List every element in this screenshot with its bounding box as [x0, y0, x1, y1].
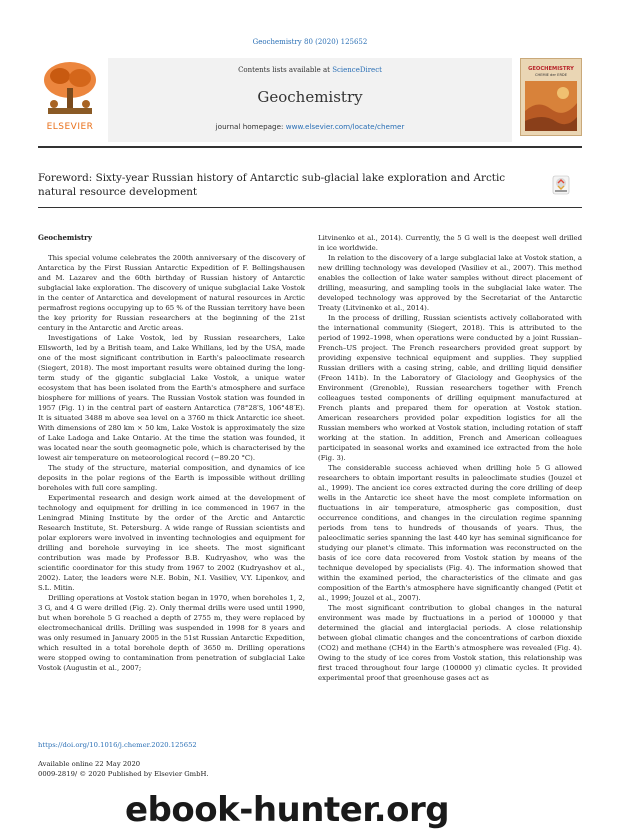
article-title: Foreword: Sixty-year Russian history of Antarctic sub-glacial lake exploration and Arctic natural resource development	[38, 172, 506, 198]
contents-line	[108, 66, 512, 74]
paragraph: Litvinenko et al., 2014). Currently, the 5 G well is the deepest well drilled in ice worldwide.	[318, 234, 582, 252]
body-right-column	[318, 233, 582, 683]
paragraph: The most significant contribution to global changes in the natural environment was made by fluctuations in a period of 100000 y that determined the glacial and interglacial periods. A close relationship between global climatic changes and the concentrations of carbon dioxide (CO2) and methane (CH4) in the Earth's atmosphere was revealed (Fig. 4). Owing to the study of ice cores from Vostok station, this relationship was first traced throughout four large (100000 y) climatic cycles. It provided experimental proof that greenhouse gases act as	[318, 604, 582, 682]
cover-subtitle: CHEMIE der ERDE	[535, 73, 567, 77]
body-left-column	[38, 233, 305, 673]
homepage-prefix: journal homepage:	[215, 122, 286, 131]
cover-title: GEOCHEMISTRY	[528, 66, 574, 72]
issn-copyright: 0009-2819/ © 2020 Published by Elsevier GmbH.	[38, 770, 209, 778]
paragraph: In the process of drilling, Russian scientists actively collaborated with the international community (Siegert, 2018). This is attributed to the period of 1992–1998, when operations were conducted by a joint Russian–French–US project. The French researchers provided great support by providing expensive technical equipment and supplies. They supplied Russian drillers with a casing string, cable, and drilling liquid densifier (Freon 141b). In the Laboratory of Glaciology and Geophysics of the Environment (Grenoble), Russian researchers together with French colleagues tested components of drilling equipment manufactured at French plants and prepared them for operation at Vostok station. American researchers provided polar expedition logistics for all the Russian members who worked at Vostok station, including rotation of staff working at the station. In addition, French and American colleagues participated in seasonal works and examined ice extracted from the hole (Fig. 3).	[318, 314, 582, 462]
elsevier-wordmark: ELSEVIER	[46, 122, 94, 132]
crossmark-icon	[552, 175, 570, 195]
paragraph: Investigations of Lake Vostok, led by Russian researchers, Lake Ellsworth, led by a British team, and Lake Whillans, led by the USA, made one of the most significant contribution in Earth's paleoclimate research (Siegert, 2018). The most important results were obtained during the long-term study of the gigantic subglacial Lake Vostok, a unique water ecosystem that has been isolated from the Earth's atmosphere and surface biosphere for millions of years. The Russian Vostok station was founded in 1957 (Fig. 1) in the central part of eastern Antarctica (78°28′S, 106°48′E). It is situated 3488 m above sea level on a 3760 m thick Antarctic ice sheet. With dimensions of 280 km × 50 km, Lake Vostok is approximately the size of Lake Ladoga and Lake Ontario. At the time the station was founded, it was located near the south geomagnetic pole, which is characterised by the lowest air temperature on meteorological record (−89.20 °C).	[38, 334, 305, 462]
elsevier-tree-logo	[38, 58, 102, 132]
header-rule	[38, 146, 582, 148]
contents-prefix: Contents lists available at	[238, 66, 333, 74]
available-online-date: Available online 22 May 2020	[38, 760, 141, 768]
check-for-updates-icon[interactable]	[552, 175, 570, 195]
title-rule	[38, 207, 582, 208]
elsevier-tree-icon	[38, 58, 102, 120]
journal-cover-thumbnail[interactable]	[520, 58, 582, 136]
paragraph: Experimental research and design work aimed at the development of technology and equipment for drilling in ice commenced in 1967 in the Leningrad Mining Institute by the order of the Arctic and Antarctic Research Institute, St. Petersburg. A wide range of Russian scientists and polar explorers were involved in inventing technologies and equipment for drilling and borehole surveying in ice sheets. The most significant contribution was made by Professor B.B. Kudryashov, who was the scientific coordinator for this study from 1967 to 2002 (Kudryashov et al., 2002). Later, the leaders were N.E. Bobin, N.I. Vasiliev, V.Y. Lipenkov, and S.L. Mitin.	[38, 494, 305, 592]
journal-title: Geochemistry	[257, 88, 363, 106]
paragraph: Drilling operations at Vostok station began in 1970, when boreholes 1, 2, 3 G, and 4 G were drilled (Fig. 2). Only thermal drills were used until 1990, but when borehole 5 G reached a depth of 2755 m, they were replaced by electromechanical drills. Drilling was suspended in 1998 for 8 years and was only resumed in January 2005 in the 51st Russian Antarctic Expedition, which resulted in a total borehole depth of 3650 m. Drilling operations were stopped owing to contamination from penetration of subglacial Lake Vostok (Augustin et al., 2007;	[38, 594, 305, 672]
cover-image-icon	[525, 81, 577, 131]
homepage-link[interactable]: www.elsevier.com/locate/chemer	[285, 122, 405, 131]
doi-link[interactable]: https://doi.org/10.1016/j.chemer.2020.125652	[38, 741, 197, 749]
journal-homepage-line	[108, 122, 512, 131]
paragraph: This special volume celebrates the 200th anniversary of the discovery of Antarctica by the First Russian Antarctic Expedition of F. Bellingshausen and M. Lazarev and the 60th birthday of Russian history of Antarctic subglacial lake exploration. The discovery of unique subglacial Lake Vostok in the center of Antarctica and development of natural resources in Arctic permafrost regions occupying up to 65 % of the Russian territory have been the key priority for Russian researchers at the beginning of the 21st century in the Antarctic and Arctic areas.	[38, 254, 305, 332]
paragraph: The study of the structure, material composition, and dynamics of ice deposits in the polar regions of the Earth is impossible without drilling boreholes with full core sampling.	[38, 464, 305, 492]
section-heading: Geochemistry	[38, 233, 92, 242]
journal-reference-link[interactable]: Geochemistry 80 (2020) 125652	[252, 38, 368, 46]
watermark-text: ebook-hunter.org	[125, 790, 450, 830]
sciencedirect-link[interactable]: ScienceDirect	[332, 66, 382, 74]
paragraph: The considerable success achieved when drilling hole 5 G allowed researchers to obtain important results in paleoclimate studies (Jouzel et al., 1999). The ancient ice cores extracted during the core drilling of deep wells in the Antarctic ice sheet have the most complete information on fluctuations in air temperature, atmospheric gas composition, dust occurrence conditions, and changes in the circulation regime spanning periods from tens to hundreds of thousands of years. Thus, the paleoclimatic series spanning the last 440 kyr has seminal significance for studying our planet's climate. This information was reconstructed on the basis of ice core data recovered from Vostok station by means of the technique developed by specialists (Fig. 4). The information showed that within the examined period, the characteristics of the climate and gas composition of the Earth's atmosphere have significantly changed (Petit et al., 1999; Jouzel et al., 2007).	[318, 464, 582, 602]
paragraph: In relation to the discovery of a large subglacial lake at Vostok station, a new drilling technology was developed (Vasiliev et al., 2007). This method enables the collection of lake water samples without direct placement of drilling, measuring, and sampling tools in the subglacial lake water. The developed technology was approved by the Secretariat of the Antarctic Treaty (Litvinenko et al., 2014).	[318, 254, 582, 312]
